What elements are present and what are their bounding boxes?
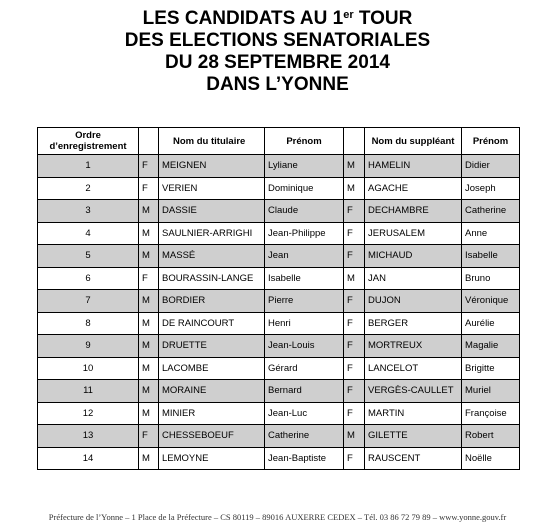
table-row <box>38 357 520 380</box>
cell-sexe-suppleant: M <box>344 267 365 290</box>
table-body <box>38 155 520 470</box>
cell-nom-suppleant: BERGER <box>365 312 462 335</box>
cell-ordre: 12 <box>38 402 139 425</box>
cell-nom-suppleant: JERUSALEM <box>365 222 462 245</box>
cell-prenom-titulaire: Henri <box>265 312 344 335</box>
cell-prenom-titulaire: Catherine <box>265 425 344 448</box>
cell-sexe-titulaire: M <box>139 245 159 268</box>
cell-nom-titulaire: MINIER <box>159 402 265 425</box>
cell-prenom-suppleant: Joseph <box>462 177 520 200</box>
footer-address: Préfecture de l’Yonne – 1 Place de la Préfecture – CS 80119 – 89016 AUXERRE CEDEX – Tél. 03 86 72 79 89 – www.yonne.gouv.fr <box>48 512 507 522</box>
cell-sexe-titulaire: M <box>139 447 159 470</box>
cell-nom-suppleant: MARTIN <box>365 402 462 425</box>
cell-prenom-titulaire: Jean-Philippe <box>265 222 344 245</box>
cell-nom-titulaire: LACOMBE <box>159 357 265 380</box>
header-nom-titulaire: Nom du titulaire <box>159 128 265 155</box>
cell-ordre: 13 <box>38 425 139 448</box>
cell-sexe-titulaire: F <box>139 177 159 200</box>
cell-prenom-titulaire: Jean-Baptiste <box>265 447 344 470</box>
cell-sexe-suppleant: F <box>344 402 365 425</box>
cell-nom-suppleant: JAN <box>365 267 462 290</box>
cell-prenom-suppleant: Françoise <box>462 402 520 425</box>
cell-nom-titulaire: VERIEN <box>159 177 265 200</box>
cell-sexe-titulaire: F <box>139 155 159 178</box>
cell-sexe-suppleant: F <box>344 447 365 470</box>
header-prenom-titulaire: Prénom <box>265 128 344 155</box>
cell-nom-titulaire: SAULNIER-ARRIGHI <box>159 222 265 245</box>
cell-ordre: 4 <box>38 222 139 245</box>
cell-sexe-titulaire: F <box>139 267 159 290</box>
title-line-1 <box>0 8 555 30</box>
cell-sexe-suppleant: M <box>344 155 365 178</box>
cell-prenom-suppleant: Isabelle <box>462 245 520 268</box>
cell-nom-titulaire: DASSIE <box>159 200 265 223</box>
cell-nom-suppleant: RAUSCENT <box>365 447 462 470</box>
cell-ordre: 14 <box>38 447 139 470</box>
cell-sexe-suppleant: F <box>344 312 365 335</box>
cell-prenom-suppleant: Véronique <box>462 290 520 313</box>
table-row <box>38 290 520 313</box>
cell-nom-titulaire: BORDIER <box>159 290 265 313</box>
cell-nom-titulaire: LEMOYNE <box>159 447 265 470</box>
header-sexe-titulaire <box>139 128 159 155</box>
table-row <box>38 335 520 358</box>
cell-nom-suppleant: VERGÈS-CAULLET <box>365 380 462 403</box>
title-line-1-suffix: TOUR <box>353 8 413 29</box>
cell-prenom-suppleant: Magalie <box>462 335 520 358</box>
table-row <box>38 245 520 268</box>
cell-nom-suppleant: LANCELOT <box>365 357 462 380</box>
cell-ordre: 9 <box>38 335 139 358</box>
table-row <box>38 380 520 403</box>
table-row <box>38 200 520 223</box>
cell-sexe-titulaire: M <box>139 200 159 223</box>
page-title <box>0 8 555 96</box>
cell-ordre: 2 <box>38 177 139 200</box>
table-row <box>38 267 520 290</box>
table-row <box>38 402 520 425</box>
cell-prenom-titulaire: Gérard <box>265 357 344 380</box>
cell-prenom-suppleant: Catherine <box>462 200 520 223</box>
header-ordre <box>38 128 139 155</box>
cell-prenom-suppleant: Muriel <box>462 380 520 403</box>
table-row <box>38 312 520 335</box>
cell-prenom-suppleant: Anne <box>462 222 520 245</box>
cell-nom-suppleant: HAMELIN <box>365 155 462 178</box>
cell-ordre: 1 <box>38 155 139 178</box>
cell-sexe-suppleant: M <box>344 425 365 448</box>
cell-nom-suppleant: DUJON <box>365 290 462 313</box>
cell-nom-titulaire: CHESSEBOEUF <box>159 425 265 448</box>
cell-prenom-suppleant: Didier <box>462 155 520 178</box>
header-nom-suppleant: Nom du suppléant <box>365 128 462 155</box>
cell-nom-suppleant: AGACHE <box>365 177 462 200</box>
cell-ordre: 10 <box>38 357 139 380</box>
title-line-2: DES ELECTIONS SENATORIALES <box>124 30 431 51</box>
cell-prenom-titulaire: Lyliane <box>265 155 344 178</box>
table-header-row <box>38 128 520 155</box>
cell-prenom-suppleant: Bruno <box>462 267 520 290</box>
cell-sexe-suppleant: F <box>344 335 365 358</box>
cell-prenom-titulaire: Dominique <box>265 177 344 200</box>
table-row <box>38 222 520 245</box>
cell-prenom-suppleant: Robert <box>462 425 520 448</box>
cell-sexe-suppleant: F <box>344 357 365 380</box>
cell-sexe-titulaire: M <box>139 402 159 425</box>
table-row <box>38 447 520 470</box>
table-row <box>38 155 520 178</box>
cell-prenom-titulaire: Pierre <box>265 290 344 313</box>
cell-sexe-titulaire: M <box>139 222 159 245</box>
cell-sexe-titulaire: M <box>139 380 159 403</box>
cell-nom-titulaire: MEIGNEN <box>159 155 265 178</box>
candidates-table <box>37 127 520 470</box>
cell-sexe-titulaire: F <box>139 425 159 448</box>
cell-prenom-titulaire: Bernard <box>265 380 344 403</box>
cell-nom-titulaire: BOURASSIN-LANGE <box>159 267 265 290</box>
cell-nom-titulaire: MASSÉ <box>159 245 265 268</box>
cell-nom-suppleant: GILETTE <box>365 425 462 448</box>
cell-ordre: 5 <box>38 245 139 268</box>
cell-sexe-suppleant: F <box>344 290 365 313</box>
cell-sexe-suppleant: F <box>344 380 365 403</box>
cell-prenom-titulaire: Claude <box>265 200 344 223</box>
cell-nom-titulaire: DE RAINCOURT <box>159 312 265 335</box>
title-line-1-text: LES CANDIDATS AU 1 <box>142 8 344 29</box>
cell-nom-titulaire: MORAINE <box>159 380 265 403</box>
header-sexe-suppleant <box>344 128 365 155</box>
cell-sexe-titulaire: M <box>139 335 159 358</box>
cell-prenom-titulaire: Jean-Luc <box>265 402 344 425</box>
cell-ordre: 8 <box>38 312 139 335</box>
cell-sexe-suppleant: M <box>344 177 365 200</box>
cell-nom-suppleant: DECHAMBRE <box>365 200 462 223</box>
cell-sexe-suppleant: F <box>344 245 365 268</box>
cell-ordre: 3 <box>38 200 139 223</box>
cell-nom-suppleant: MICHAUD <box>365 245 462 268</box>
cell-ordre: 11 <box>38 380 139 403</box>
cell-nom-suppleant: MORTREUX <box>365 335 462 358</box>
title-superscript: er <box>343 9 354 21</box>
cell-prenom-suppleant: Brigitte <box>462 357 520 380</box>
header-ordre-line2: d’enregistrement <box>49 141 127 152</box>
cell-prenom-titulaire: Isabelle <box>265 267 344 290</box>
cell-prenom-suppleant: Noëlle <box>462 447 520 470</box>
table-row <box>38 425 520 448</box>
header-ordre-line1: Ordre <box>75 130 101 141</box>
cell-sexe-titulaire: M <box>139 312 159 335</box>
cell-sexe-suppleant: F <box>344 200 365 223</box>
table-row <box>38 177 520 200</box>
cell-prenom-suppleant: Aurélie <box>462 312 520 335</box>
cell-sexe-titulaire: M <box>139 290 159 313</box>
title-line-3: DU 28 SEPTEMBRE 2014 <box>165 52 390 73</box>
cell-ordre: 7 <box>38 290 139 313</box>
cell-sexe-titulaire: M <box>139 357 159 380</box>
cell-sexe-suppleant: F <box>344 222 365 245</box>
header-prenom-suppleant: Prénom <box>462 128 520 155</box>
cell-prenom-titulaire: Jean <box>265 245 344 268</box>
cell-ordre: 6 <box>38 267 139 290</box>
title-line-4: DANS L’YONNE <box>206 74 349 95</box>
cell-prenom-titulaire: Jean-Louis <box>265 335 344 358</box>
cell-nom-titulaire: DRUETTE <box>159 335 265 358</box>
